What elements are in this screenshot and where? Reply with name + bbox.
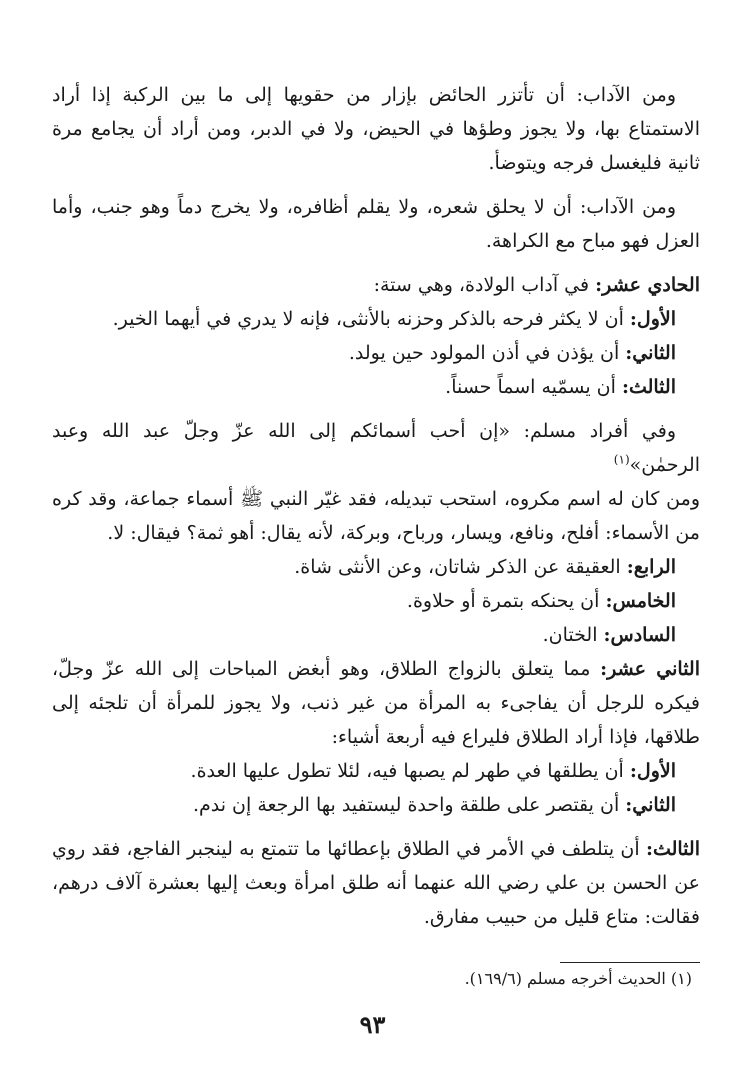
section-eleven-text: في آداب الولادة، وهي ستة: xyxy=(373,274,596,296)
paragraph-hadith-names xyxy=(52,414,700,482)
hadith-text: وفي أفراد مسلم: «إن أحب أسمائكم إلى الله عزّ وجلّ عبد الله وعبد الرحمٰن» xyxy=(52,420,700,476)
divorce-item-1-label: الأول: xyxy=(629,760,676,782)
divorce-item-2-text: أن يقتصر على طلقة واحدة ليستفيد بها الرجعة إن ندم. xyxy=(192,794,626,816)
section-eleven-label: الحادي عشر: xyxy=(595,274,700,296)
section-twelve-label: الثاني عشر: xyxy=(600,658,700,680)
birth-item-5-label: الخامس: xyxy=(605,590,676,612)
paragraph-disliked-names: ومن كان له اسم مكروه، استحب تبديله، فقد غيّر النبي ﷺ أسماء جماعة، وقد كره من الأسماء: أفلح، ونافع، ويسار، ورباح، وبركة، لأنه يقال: أهو ثمة؟ فيقال: لا. xyxy=(52,488,700,544)
footnote-marker: (١) xyxy=(613,452,630,467)
divorce-item-1-text: أن يطلقها في طهر لم يصبها فيه، لئلا تطول عليها العدة. xyxy=(190,760,630,782)
birth-item-1 xyxy=(52,302,700,336)
birth-item-4-text: العقيقة عن الذكر شاتان، وعن الأنثى شاة. xyxy=(294,556,627,578)
birth-item-1-label: الأول: xyxy=(629,308,676,330)
birth-item-4-label: الرابع: xyxy=(626,556,676,578)
birth-item-3 xyxy=(52,370,700,404)
birth-item-1-text: أن لا يكثر فرحه بالذكر وحزنه بالأنثى، فإنه لا يدري في أيهما الخير. xyxy=(112,308,630,330)
paragraph-junub-etiquette: ومن الآداب: أن لا يحلق شعره، ولا يقلم أظافره، ولا يخرج دماً وهو جنب، وأما العزل فهو مباح مع الكراهة. xyxy=(52,196,700,252)
birth-item-3-label: الثالث: xyxy=(621,376,676,398)
divorce-item-1 xyxy=(52,754,700,788)
birth-item-4 xyxy=(52,550,700,584)
paragraph-menstruation-etiquette: ومن الآداب: أن تأتزر الحائض بإزار من حقويها إلى ما بين الركبة إذا أراد الاستمتاع بها، ولا يجوز وطؤها في الحيض، ولا في الدبر، ومن أراد أن يجامع مرة ثانية فليغسل فرجه ويتوضأ. xyxy=(52,84,700,174)
divorce-item-3 xyxy=(52,832,700,934)
footnote-divider xyxy=(560,962,700,963)
section-eleven-heading xyxy=(52,268,700,302)
divorce-item-2-label: الثاني: xyxy=(625,794,676,816)
birth-item-3-text: أن يسمّيه اسماً حسناً. xyxy=(445,376,622,398)
birth-item-6 xyxy=(52,618,700,652)
page-body xyxy=(52,78,700,934)
section-twelve-paragraph xyxy=(52,652,700,754)
birth-item-6-text: الختان. xyxy=(542,624,604,646)
birth-item-2 xyxy=(52,336,700,370)
footnote: (١) الحديث أخرجه مسلم (١٦٩/٦). xyxy=(464,969,692,988)
birth-item-6-label: السادس: xyxy=(603,624,676,646)
page-number: ٩٣ xyxy=(359,1010,386,1039)
birth-item-2-text: أن يؤذن في أذن المولود حين يولد. xyxy=(348,342,626,364)
birth-item-2-label: الثاني: xyxy=(625,342,676,364)
birth-item-5-text: أن يحنكه بتمرة أو حلاوة. xyxy=(406,590,606,612)
divorce-item-3-label: الثالث: xyxy=(645,838,700,860)
birth-item-5 xyxy=(52,584,700,618)
divorce-item-2 xyxy=(52,788,700,822)
section-twelve-text: مما يتعلق بالزواج الطلاق، وهو أبغض المباحات إلى الله عزّ وجلّ، فيكره للرجل أن يفاجىء به المرأة من غير ذنب، ولا يجوز للمرأة أن تلجئه إلى طلاقها، فإذا أراد الطلاق فليراع فيه أربعة أشياء: xyxy=(52,658,700,748)
divorce-item-3-text: أن يتلطف في الأمر في الطلاق بإعطائها ما تتمتع به لينجبر الفاجع، فقد روي عن الحسن بن علي رضي الله عنهما أنه طلق امرأة وبعث إليها بعشرة آلاف درهم، فقالت: متاع قليل من حبيب مفارق. xyxy=(52,838,700,928)
